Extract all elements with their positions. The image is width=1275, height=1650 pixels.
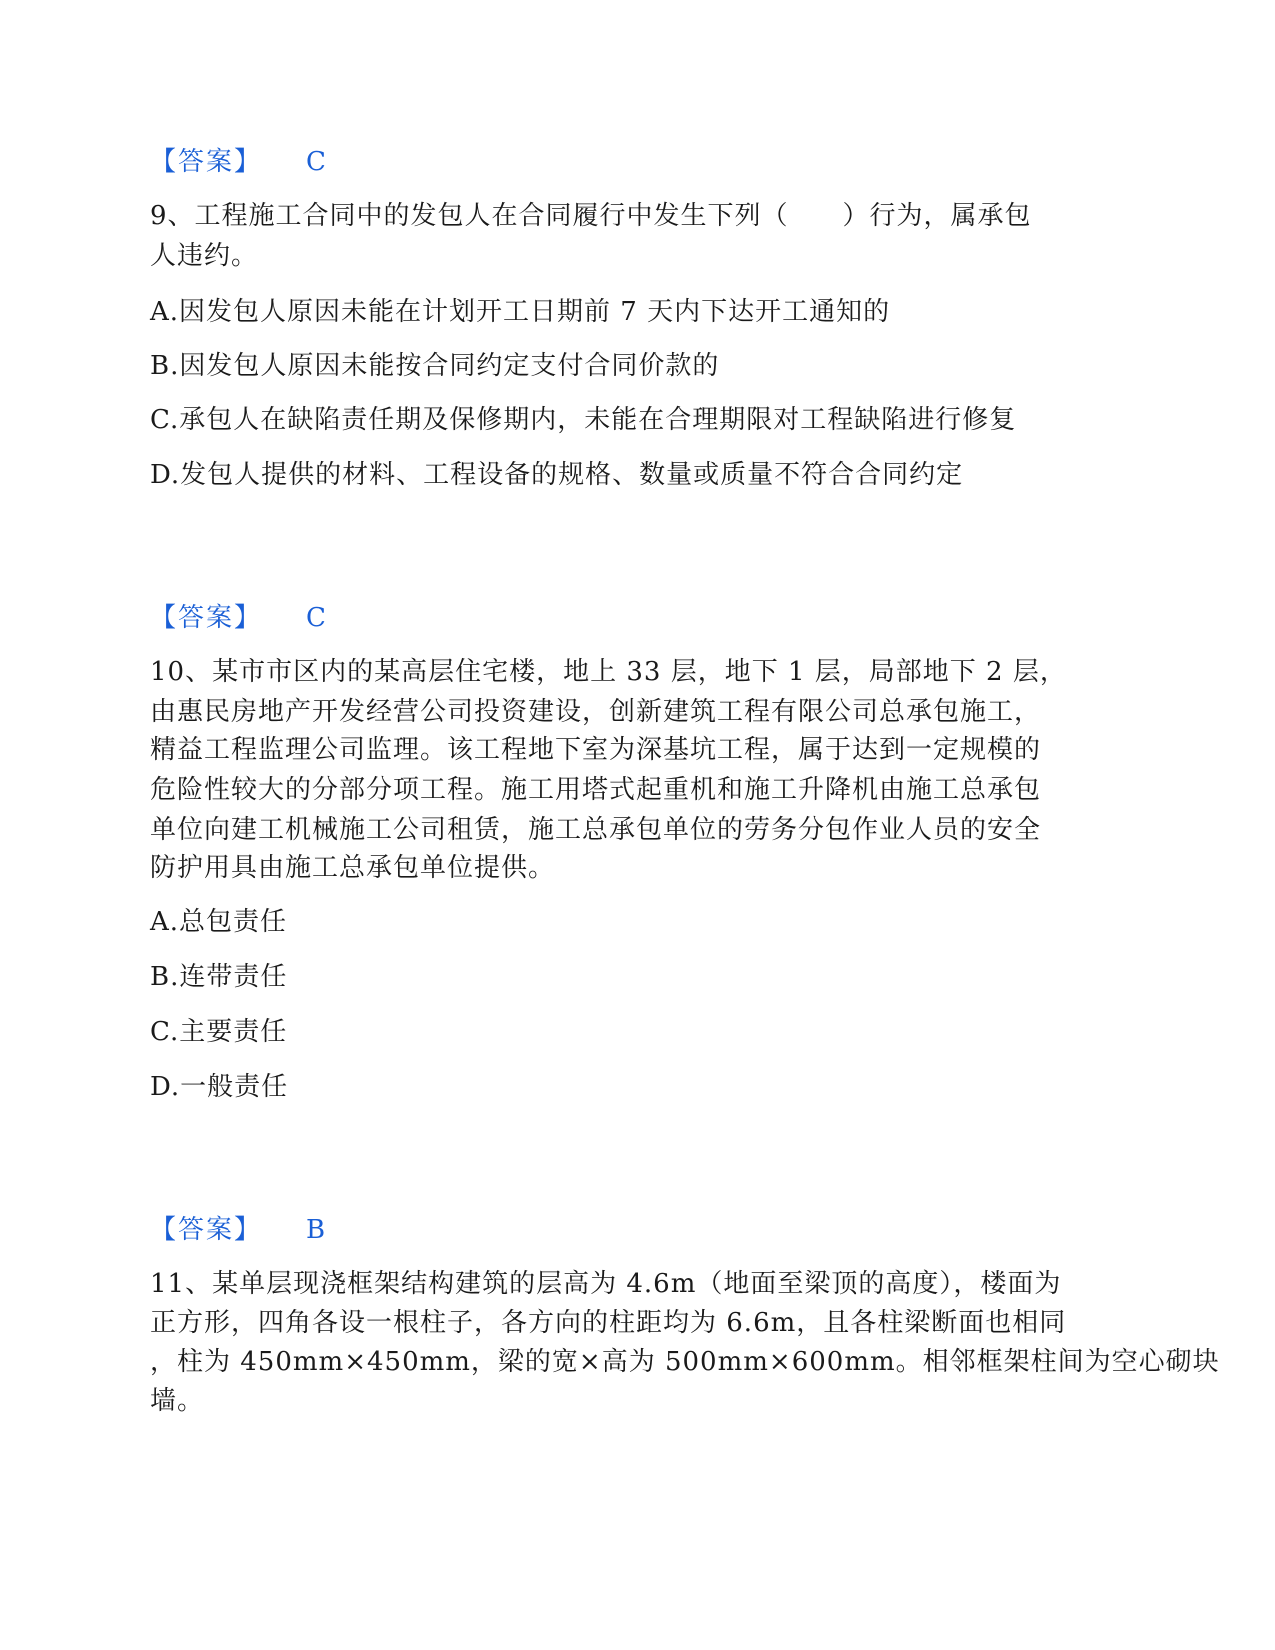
q10-stem-line-4: 危险性较大的分部分项工程。施工用塔式起重机和施工升降机由施工总承包: [150, 775, 1042, 805]
answer-label: 【答案】: [150, 603, 263, 633]
answer-q9: [150, 598, 328, 638]
q9-stem-line-2: 人违约。: [150, 241, 259, 271]
q10-stem-line-5: 单位向建工机械施工公司租赁，施工总承包单位的劳务分包作业人员的安全: [150, 815, 1042, 845]
q10-stem-line-3: 精益工程监理公司监理。该工程地下室为深基坑工程，属于达到一定规模的: [150, 735, 1042, 765]
answer-q10: [150, 1210, 327, 1250]
q10-stem-line-6: 防护用具由施工总承包单位提供。: [150, 853, 556, 883]
q9-option-d: D.发包人提供的材料、工程设备的规格、数量或质量不符合合同约定: [150, 460, 964, 490]
q10-option-c: C.主要责任: [150, 1017, 288, 1047]
q11-stem-line-1: 11、某单层现浇框架结构建筑的层高为 4.6m（地面至梁顶的高度），楼面为: [150, 1269, 1062, 1299]
answer-value: C: [306, 147, 328, 177]
q10-option-b: B.连带责任: [150, 962, 288, 992]
q10-stem-line-1: 10、某市市区内的某高层住宅楼，地上 33 层，地下 1 层，局部地下 2 层，: [150, 657, 1067, 687]
q11-stem-line-2: 正方形，四角各设一根柱子，各方向的柱距均为 6.6m，且各柱梁断面也相同: [150, 1308, 1067, 1338]
q9-stem-line-1: 9、工程施工合同中的发包人在合同履行中发生下列（ ）行为，属承包: [150, 201, 1032, 231]
q10-option-d: D.一般责任: [150, 1072, 289, 1102]
answer-value: B: [306, 1215, 328, 1245]
answer-value: C: [306, 603, 328, 633]
answer-label: 【答案】: [150, 147, 263, 177]
q11-stem-line-4: 墙。: [150, 1386, 205, 1416]
answer-label: 【答案】: [150, 1215, 263, 1245]
q10-option-a: A.总包责任: [150, 907, 288, 937]
q9-option-a: A.因发包人原因未能在计划开工日期前 7 天内下达开工通知的: [150, 297, 891, 327]
q9-option-b: B.因发包人原因未能按合同约定支付合同价款的: [150, 351, 720, 381]
q10-stem-line-2: 由惠民房地产开发经营公司投资建设，创新建筑工程有限公司总承包施工，: [150, 697, 1042, 727]
answer-q8: [150, 142, 328, 182]
q11-stem-line-3: ，柱为 450mm×450mm，梁的宽×高为 500mm×600mm。相邻框架柱间为空心砌块: [150, 1347, 1220, 1377]
q9-option-c: C.承包人在缺陷责任期及保修期内，未能在合理期限对工程缺陷进行修复: [150, 405, 1017, 435]
